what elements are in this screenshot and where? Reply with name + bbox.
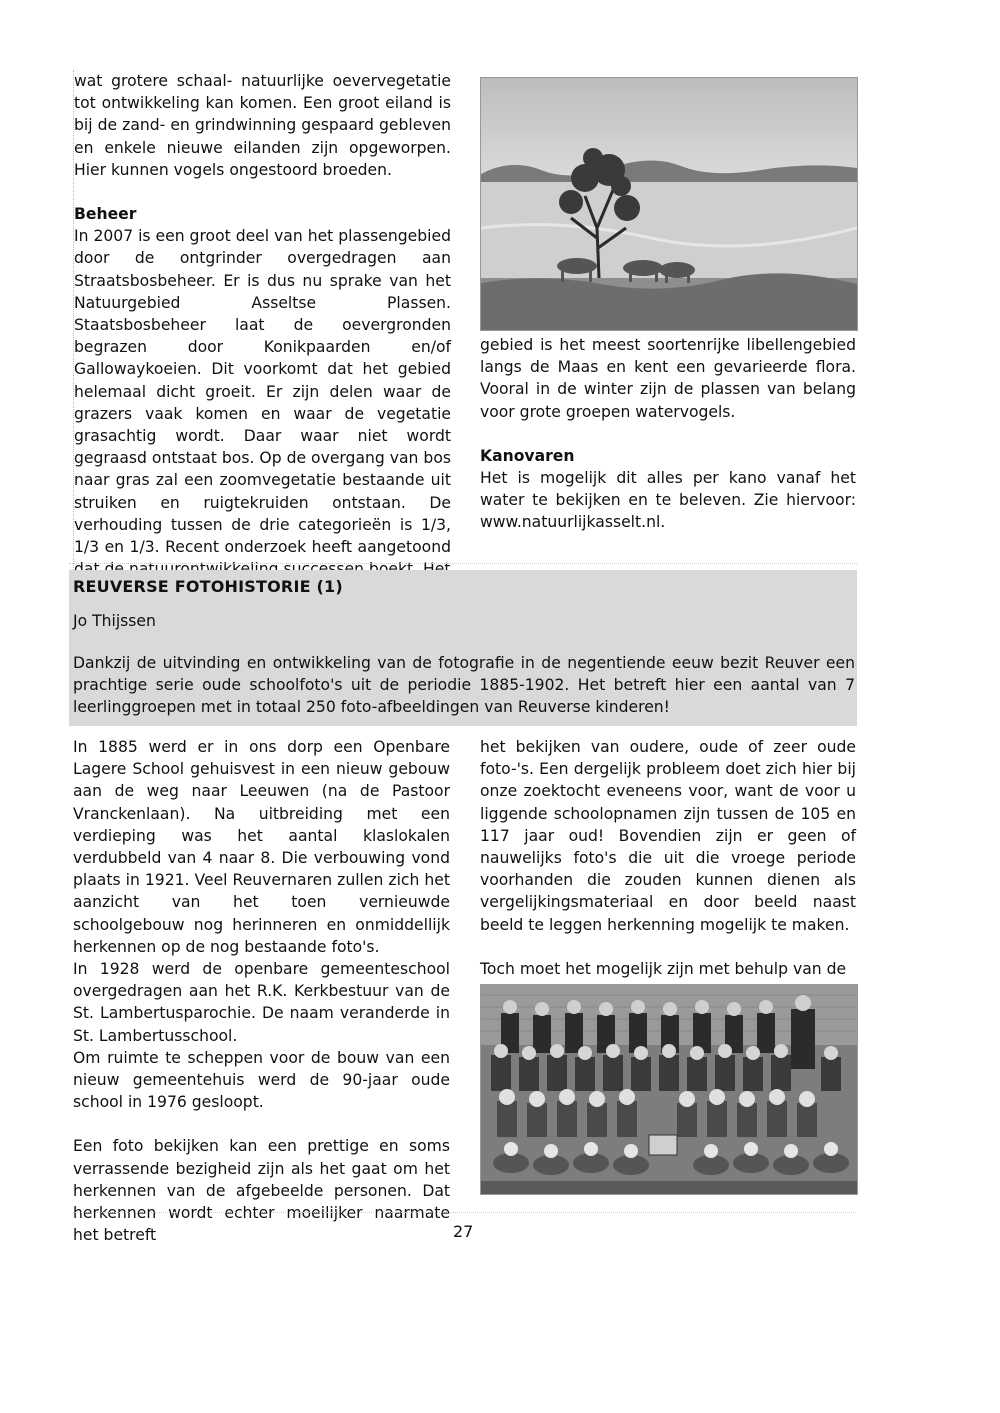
heading-kanovaren: Kanovaren — [480, 446, 575, 465]
article-header-band — [69, 570, 857, 726]
article-title: REUVERSE FOTOHISTORIE (1) — [73, 577, 343, 596]
school-class-photo-image — [481, 985, 857, 1194]
landscape-photo — [480, 77, 858, 331]
paragraph-libellen: gebied is het meest soortenrijke libellengebied langs de Maas en kent een gevarieerde flora. Vooral in de winter zijn de plassen van belang voor grote groepen watervogels. — [480, 336, 856, 421]
paragraph-foto-bekijken: Een foto bekijken kan een prettige en soms verrassende bezigheid zijn als het gaat om het herkennen van de afgebeelde personen. Dat herkennen wordt echter moeilijker naarmate het betreft — [73, 1137, 450, 1245]
landscape-photo-image — [481, 78, 857, 330]
paragraph-beheer: In 2007 is een groot deel van het plassengebied door de ontgrinder overgedragen aan Straatsbosbeheer. Er is dus nu sprake van het Natuurgebied Asseltse Plassen. Staatsbosbeheer laat de oevergronden begrazen door Konikpaarden en/of Gallowaykoeien. Dit voorkomt dat het gebied helemaal dicht groeit. Er zijn delen waar de grazers vaak komen en waar de vegetatie grasachtig wordt. Daar waar niet wordt gegraasd ontstaat bos. Op de overgang van bos naar gras zal een zoomvegetatie bestaande uit struiken en ruigtekruiden ontstaan. De verhouding tussen de drie categorieën is 1/3, 1/3 en 1/3. Recent onderzoek heeft aangetoond — [74, 227, 451, 557]
heading-beheer: Beheer — [74, 205, 137, 224]
top-left-column — [73, 70, 451, 580]
paragraph-school-1928: In 1928 werd de openbare gemeenteschool overgedragen aan het R.K. Kerkbestuur van de St. Lambertusparochie. De naam veranderde in St. Lambertusschool. — [73, 960, 450, 1045]
paragraph-islands: wat grotere schaal- natuurlijke oevervegetatie tot ontwikkeling kan komen. Een groot eiland is bij de zand- en grindwinning gespaard gebleven en enkele nieuwe eilanden zijn opgeworpen. Hier kunnen vogels ongestoord broeden. — [74, 72, 451, 179]
article-author: Jo Thijssen — [73, 612, 156, 630]
paragraph-school-1885: In 1885 werd er in ons dorp een Openbare Lagere School gehuisvest in een nieuw gebouw aan de weg naar Leeuwen (na de Pastoor Vranckenlaan). Na uitbreiding met een verdieping was het aantal klaslokalen verdubbeld van 4 naar 8. Die verbouwing vond plaats in 1921. Veel Reuvernaren zullen zich het aanzicht van het toen vernieuwde schoolgebouw nog herinneren en onmiddellijk herkennen op de nog bestaande foto's. — [73, 738, 450, 956]
footer-divider — [73, 1212, 856, 1213]
article-intro: Dankzij de uitvinding en ontwikkeling van de fotografie in de negentiende eeuw bezit Reuver een prachtige serie oude schoolfoto's uit de periodie 1885-1902. Het betreft hier een aantal van 7 leerlinggroepen met in totaal 250 foto-afbeeldingen van Reuverse kinderen! — [73, 654, 855, 717]
bottom-left-column — [73, 736, 450, 1246]
top-right-column — [480, 334, 856, 534]
section-divider — [69, 563, 857, 564]
paragraph-oude-fotos: het bekijken van oudere, oude of zeer oude foto-'s. Een dergelijk probleem doet zich hier bij onze zoektocht eveneens voor, want de voor u liggende schoolopnamen zijn tussen de 105 en 117 jaar oud! Bovendien zijn er geen of nauwelijks foto's die uit die vroege periode voorhanden die zouden kunnen dienen als vergelijkingsmateriaal en door beeld naast beeld te leggen herkenning mogelijk te maken. — [480, 738, 856, 934]
school-class-photo — [480, 984, 858, 1195]
paragraph-kanovaren: Het is mogelijk dit alles per kano vanaf het water te bekijken en te beleven. Zie hiervoor: www.natuurlijkasselt.nl. — [480, 469, 856, 532]
paragraph-toch: Toch moet het mogelijk zijn met behulp van de — [480, 959, 847, 978]
paragraph-school-1976: Om ruimte te scheppen voor de bouw van een nieuw gemeentehuis werd de 90-jaar oude school in 1976 gesloopt. — [73, 1048, 450, 1112]
page-number: 27 — [453, 1222, 474, 1241]
bottom-right-column — [480, 736, 856, 980]
